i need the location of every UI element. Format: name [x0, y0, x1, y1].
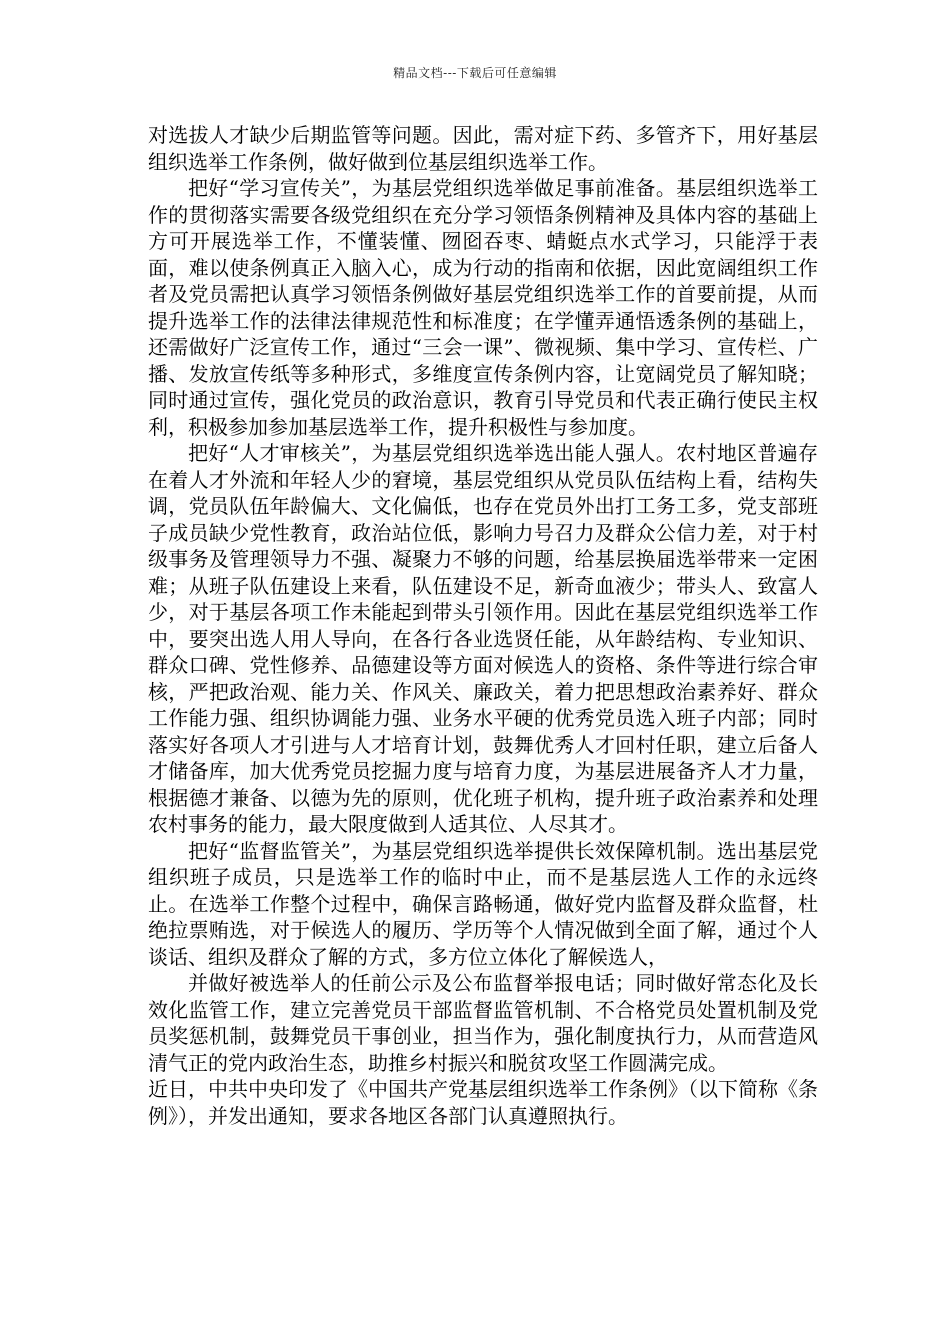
paragraph: 把好“学习宣传关”，为基层党组织选举做足事前准备。基层组织选举工作的贯彻落实需要各级党组织在充分学习领悟条例精神及具体内容的基础上方可开展选举工作，不懂装懂、囫囵吞枣、蜻蜓点水式学习，只能浮于表面，难以使条例真正入脑入心，成为行动的指南和依据，因此宽阔组织工作者及党员需把认真学习领悟条例做好基层党组织选举工作的首要前提，从而提升选举工作的法律法律规范性和标准度；在学懂弄通悟透条例的基础上，还需做好广泛宣传工作，通过“三会一课”、微视频、集中学习、宣传栏、广播、发放宣传纸等多种形式，多维度宣传条例内容，让宽阔党员了解知晓；同时通过宣传，强化党员的政治意识，教育引导党员和代表正确行使民主权利，积极参加参加基层选举工作，提升积极性与参加度。 [148, 176, 818, 439]
paragraph: 并做好被选举人的任前公示及公布监督举报电话；同时做好常态化及长效化监管工作，建立完善党员干部监督监管机制、不合格党员处置机制及党员奖惩机制，鼓舞党员干事创业，担当作为，强化制度执行力，从而营造风清气正的党内政治生态，助推乡村振兴和脱贫攻坚工作圆满完成。 [148, 971, 818, 1075]
paragraph: 把好“监督监管关”，为基层党组织选举提供长效保障机制。选出基层党组织班子成员，只是选举工作的临时中止，而不是基层选人工作的永远终止。在选举工作整个过程中，确保言路畅通，做好党内监督及群众监督，杜绝拉票贿选，对于候选人的履历、学历等个人情况做到全面了解，通过个人谈话、组织及群众了解的方式，多方位立体化了解候选人， [148, 838, 818, 969]
paragraph: 对选拔人才缺少后期监管等问题。因此，需对症下药、多管齐下，用好基层组织选举工作条例，做好做到位基层组织选举工作。 [148, 123, 818, 174]
page-header: 精品文档---下载后可任意编辑 [393, 66, 557, 80]
document-body [148, 122, 818, 1129]
paragraph: 把好“人才审核关”，为基层党组织选举选出能人强人。农村地区普遍存在着人才外流和年轻人少的窘境，基层党组织从党员队伍结构上看，结构失调，党员队伍年龄偏大、文化偏低，也存在党员外出打工务工多，党支部班子成员缺少党性教育，政治站位低，影响力号召力及群众公信力差，对于村级事务及管理领导力不强、凝聚力不够的问题，给基层换届选举带来一定困难；从班子队伍建设上来看，队伍建设不足，新奇血液少；带头人、致富人少，对于基层各项工作未能起到带头引领作用。因此在基层党组织选举工作中，要突出选人用人导向，在各行各业选贤任能，从年龄结构、专业知识、群众口碑、党性修养、品德建设等方面对候选人的资格、条件等进行综合审核，严把政治观、能力关、作风关、廉政关，着力把思想政治素养好、群众工作能力强、组织协调能力强、业务水平硬的优秀党员选入班子内部；同时落实好各项人才引进与人才培育计划，鼓舞优秀人才回村任职，建立后备人才储备库，加大优秀党员挖掘力度与培育力度，为基层进展备齐人才力量，根据德才兼备、以德为先的原则，优化班子机构，提升班子政治素养和处理农村事务的能力，最大限度做到人适其位、人尽其才。 [148, 441, 818, 836]
paragraph: 近日，中共中央印发了《中国共产党基层组织选举工作条例》（以下简称《条例》），并发出通知，要求各地区各部门认真遵照执行。 [148, 1077, 818, 1128]
